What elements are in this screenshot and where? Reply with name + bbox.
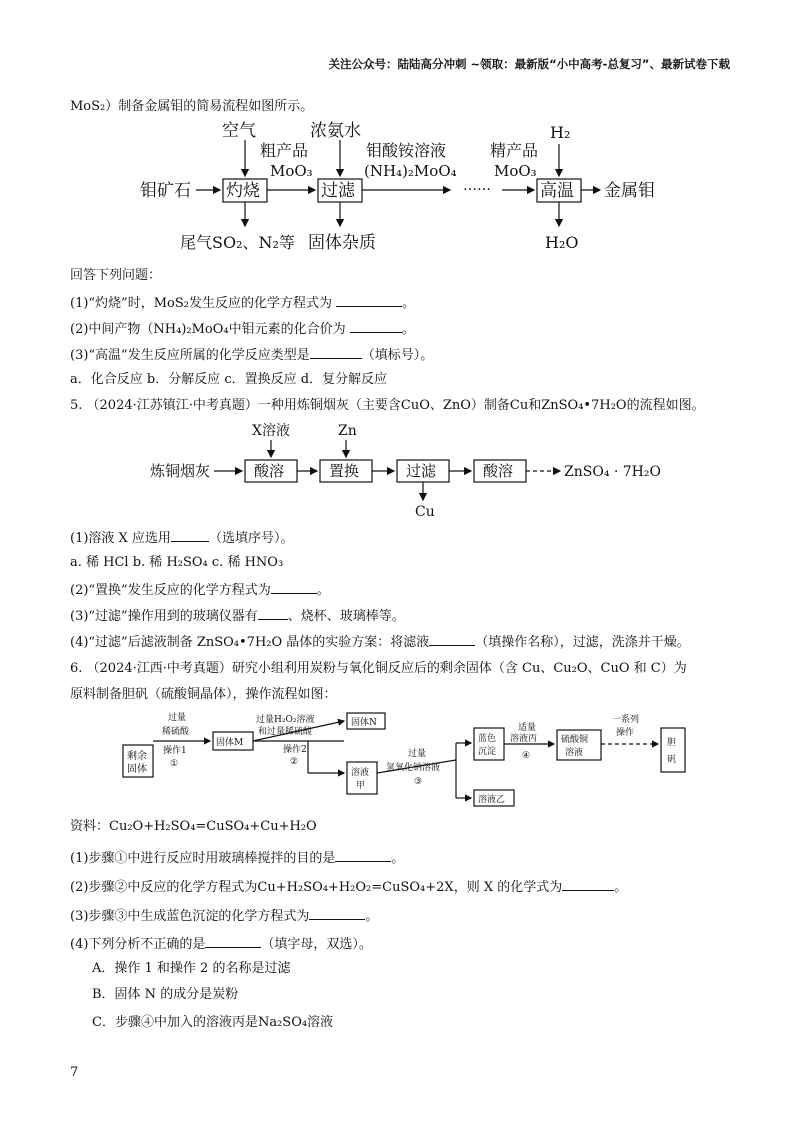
svg-text:MoO₃: MoO₃ bbox=[494, 162, 537, 180]
svg-text:钼酸铵溶液: 钼酸铵溶液 bbox=[366, 141, 447, 160]
svg-text:甲: 甲 bbox=[356, 781, 366, 791]
flow1-start: 钼矿石 bbox=[140, 181, 191, 201]
q6-stem-line1: 6. （2024·江西·中考真题）研究小组利用炭粉与氧化铜反应后的剩余固体（含 Cu、Cu₂O、CuO 和 C）为 bbox=[70, 661, 687, 676]
svg-text:④: ④ bbox=[522, 751, 531, 761]
svg-text:胆: 胆 bbox=[667, 738, 677, 748]
svg-text:Cu: Cu bbox=[415, 504, 435, 520]
svg-text:固体N: 固体N bbox=[351, 718, 377, 728]
svg-text:矾: 矾 bbox=[667, 755, 677, 765]
svg-text:过量H₂O₂溶液: 过量H₂O₂溶液 bbox=[256, 715, 315, 725]
svg-text:②: ② bbox=[290, 757, 299, 767]
svg-text:灼烧: 灼烧 bbox=[226, 181, 260, 201]
q6-sub2: (2)步骤②中反应的化学方程式为Cu+H₂SO₄+H₂O₂=CuSO₄+2X，则 X 的化学式为 。 bbox=[70, 877, 627, 897]
q6-sub4: (4)下列分析不正确的是 （填字母，双选）。 bbox=[70, 934, 372, 954]
q6-option-b: B．固体 N 的成分是炭粉 bbox=[92, 987, 239, 1002]
svg-text:溶液乙: 溶液乙 bbox=[478, 795, 506, 805]
blue-vitriol-flow-diagram bbox=[118, 708, 708, 808]
molybdenum-flow-diagram bbox=[130, 118, 690, 258]
q4-sub1: (1)“灼烧”时，MoS₂发生反应的化学方程式为 。 bbox=[70, 293, 415, 313]
svg-text:金属钼: 金属钼 bbox=[604, 181, 655, 201]
svg-text:Zn: Zn bbox=[338, 423, 357, 439]
svg-text:空气: 空气 bbox=[222, 121, 256, 141]
q5-sub1: (1)溶液 X 应选用 （选填序号）。 bbox=[70, 528, 293, 548]
q5-sub3: (3)“过滤”操作用到的玻璃仪器有 、烧杯、玻璃棒等。 bbox=[70, 606, 405, 626]
svg-text:③: ③ bbox=[414, 777, 423, 787]
q6-sub1: (1)步骤①中进行反应时用玻璃棒搅拌的目的是 。 bbox=[70, 848, 404, 868]
svg-text:和过量稀硫酸: 和过量稀硫酸 bbox=[258, 727, 313, 737]
page-header: 关注公众号：陆陆高分冲刺 ~领取：最新版“小中高考-总复习”、最新试卷下载 bbox=[328, 57, 730, 71]
svg-text:酸溶: 酸溶 bbox=[483, 462, 514, 480]
q6-option-a: A．操作 1 和操作 2 的名称是过滤 bbox=[92, 961, 291, 976]
svg-text:溶液丙: 溶液丙 bbox=[510, 734, 538, 744]
q6-stem-line2: 原料制备胆矾（硫酸铜晶体），操作流程如图： bbox=[70, 687, 337, 702]
svg-text:过量: 过量 bbox=[168, 713, 187, 723]
svg-text:置换: 置换 bbox=[329, 462, 360, 480]
q6-option-c: C．步骤④中加入的溶液丙是Na₂SO₄溶液 bbox=[92, 1015, 334, 1030]
q5-sub4: (4)“过滤”后滤液制备 ZnSO₄•7H₂O 晶体的实验方案：将滤液 （填操作名称），过滤，洗涤并干燥。 bbox=[70, 632, 690, 652]
q6-sub3: (3)步骤③中生成蓝色沉淀的化学方程式为 。 bbox=[70, 906, 378, 926]
svg-text:炼铜烟灰: 炼铜烟灰 bbox=[150, 462, 211, 480]
q5-options: a. 稀 HCl b. 稀 H₂SO₄ c. 稀 HNO₃ bbox=[70, 555, 284, 570]
svg-text:酸溶: 酸溶 bbox=[254, 462, 285, 480]
svg-text:稀硫酸: 稀硫酸 bbox=[162, 727, 190, 737]
svg-text:适量: 适量 bbox=[518, 723, 537, 733]
intro-text: MoS₂）制备金属钼的简易流程如图所示。 bbox=[70, 99, 314, 114]
svg-text:ZnSO₄ · 7H₂O: ZnSO₄ · 7H₂O bbox=[564, 464, 661, 480]
svg-text:过量: 过量 bbox=[408, 749, 427, 759]
svg-text:溶液: 溶液 bbox=[565, 748, 584, 758]
svg-text:固体杂质: 固体杂质 bbox=[308, 233, 376, 253]
q5-sub2: (2)“置换”发生反应的化学方程式为 。 bbox=[70, 580, 330, 600]
svg-text:过滤: 过滤 bbox=[406, 462, 437, 480]
svg-text:操作2: 操作2 bbox=[283, 745, 307, 755]
svg-text:固体M: 固体M bbox=[216, 738, 244, 748]
svg-text:……: …… bbox=[463, 178, 491, 194]
svg-text:硫酸铜: 硫酸铜 bbox=[561, 735, 589, 745]
svg-text:(NH₄)₂MoO₄: (NH₄)₂MoO₄ bbox=[364, 162, 457, 180]
q4-options: a．化合反应 b．分解反应 c．置换反应 d．复分解反应 bbox=[70, 372, 388, 387]
q5-stem: 5. （2024·江苏镇江·中考真题）一种用炼铜烟灰（主要含CuO、ZnO）制备Cu和ZnSO₄•7H₂O的流程如图。 bbox=[70, 398, 705, 413]
q4-sub3: (3)“高温”发生反应所属的化学反应类型是 （填标号）。 bbox=[70, 345, 433, 365]
q6-reference: 资料：Cu₂O+H₂SO₄=CuSO₄+Cu+H₂O bbox=[70, 819, 317, 834]
svg-text:氢氧化钠溶液: 氢氧化钠溶液 bbox=[386, 763, 441, 773]
svg-text:固体: 固体 bbox=[127, 764, 147, 775]
svg-text:粗产品: 粗产品 bbox=[260, 141, 309, 160]
svg-text:高温: 高温 bbox=[540, 181, 574, 201]
svg-text:剩余: 剩余 bbox=[127, 751, 147, 762]
q4-sub2: (2)中间产物（NH₄)₂MoO₄中钼元素的化合价为 。 bbox=[70, 319, 415, 339]
svg-text:H₂O: H₂O bbox=[545, 233, 579, 252]
svg-text:尾气SO₂、N₂等: 尾气SO₂、N₂等 bbox=[180, 233, 295, 252]
svg-text:精产品: 精产品 bbox=[490, 141, 539, 160]
q4-prompt: 回答下列问题： bbox=[70, 268, 162, 283]
svg-text:操作1: 操作1 bbox=[163, 746, 187, 756]
svg-text:沉淀: 沉淀 bbox=[478, 747, 497, 757]
svg-text:操作: 操作 bbox=[616, 728, 635, 738]
svg-text:MoO₃: MoO₃ bbox=[270, 162, 313, 180]
svg-text:过滤: 过滤 bbox=[321, 181, 355, 201]
zinc-sulfate-flow-diagram bbox=[150, 418, 670, 520]
svg-text:溶液: 溶液 bbox=[351, 768, 370, 778]
svg-text:浓氨水: 浓氨水 bbox=[310, 121, 361, 141]
svg-text:①: ① bbox=[170, 759, 179, 769]
svg-text:X溶液: X溶液 bbox=[252, 423, 290, 439]
svg-text:H₂: H₂ bbox=[550, 123, 571, 142]
svg-text:一系列: 一系列 bbox=[612, 715, 640, 725]
page-number: 7 bbox=[70, 1065, 79, 1080]
svg-text:蓝色: 蓝色 bbox=[478, 734, 497, 744]
